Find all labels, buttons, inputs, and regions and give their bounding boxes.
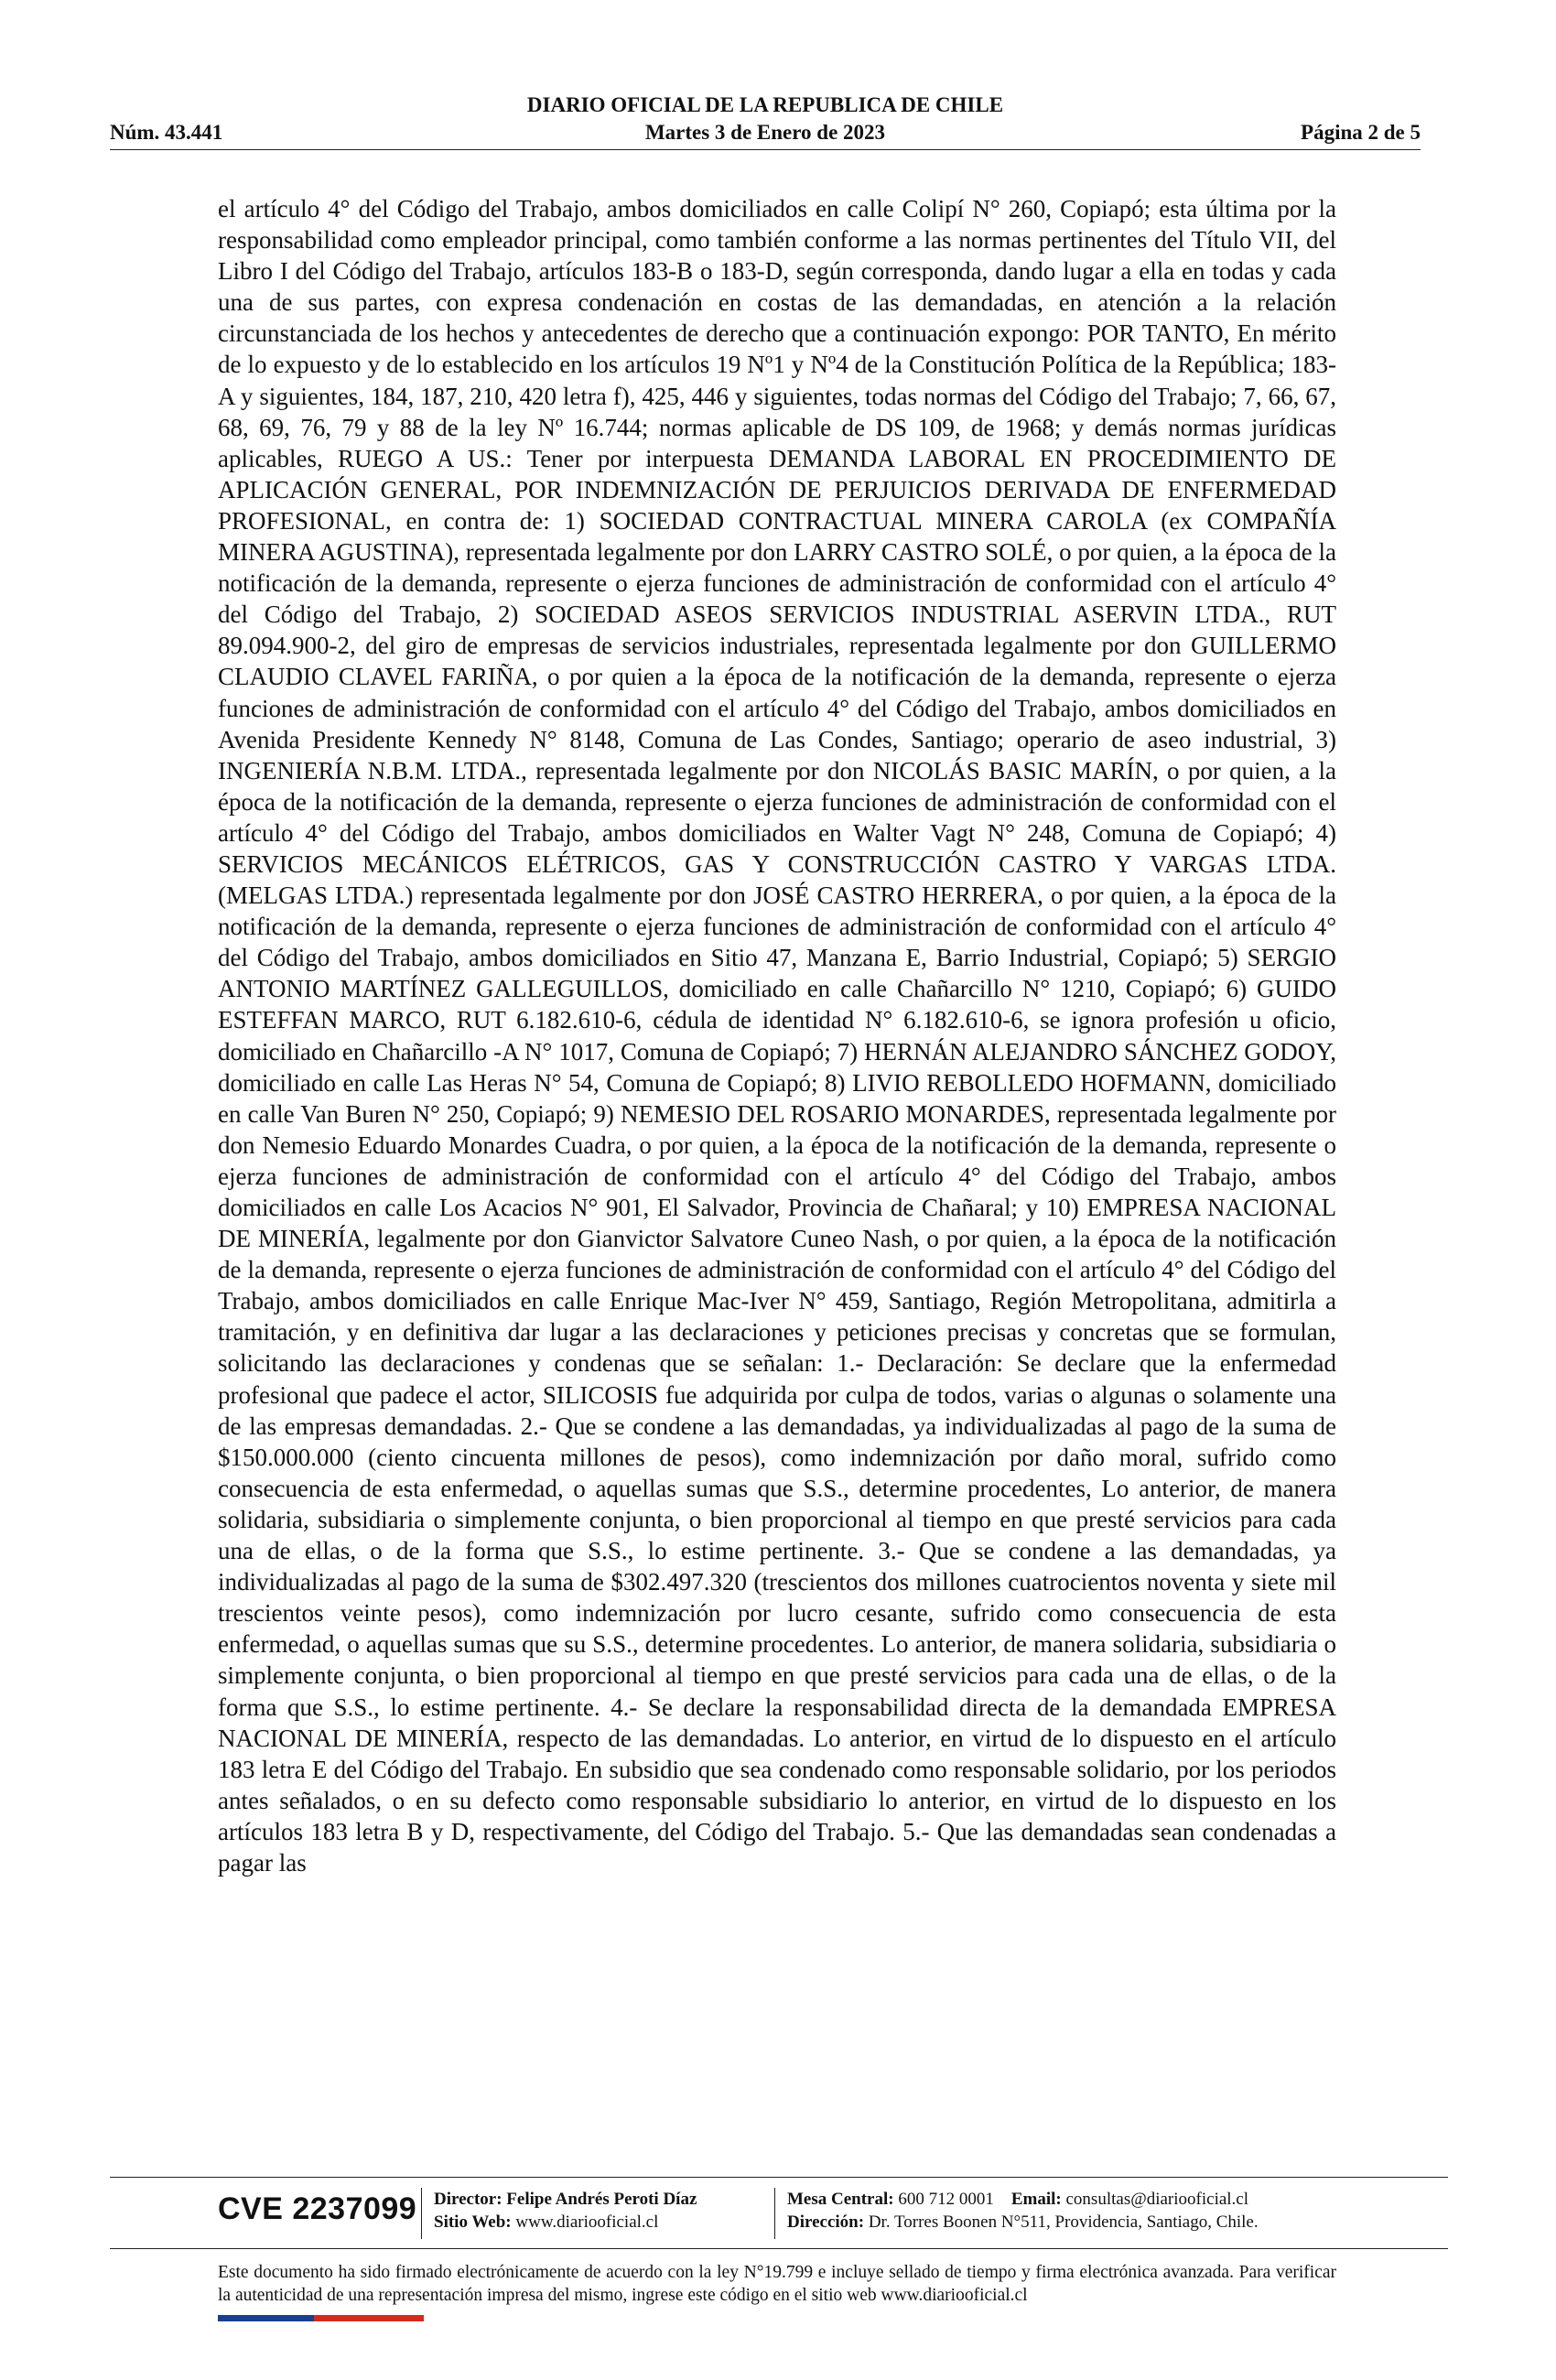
- email-link[interactable]: consultas@diariooficial.cl: [1065, 2190, 1249, 2209]
- footer-bottom-divider: [110, 2248, 1448, 2249]
- phone-value: 600 712 0001: [898, 2190, 994, 2209]
- header-divider: [110, 149, 1421, 150]
- footer-separator: [774, 2188, 775, 2239]
- footer-separator: [421, 2188, 422, 2239]
- cve-code: CVE 2237099: [218, 2191, 417, 2226]
- site-link[interactable]: www.diariooficial.cl: [515, 2212, 659, 2232]
- flag-red-segment: [314, 2315, 424, 2321]
- chile-flag-bar: [218, 2315, 424, 2321]
- site-label: Sitio Web:: [434, 2212, 512, 2232]
- footer-director-column: [434, 2188, 697, 2234]
- footer-info: [218, 2186, 1336, 2241]
- phone-label: Mesa Central:: [787, 2190, 894, 2209]
- document-body-text: el artículo 4° del Código del Trabajo, ambos domiciliados en calle Colipí N° 260, Copiapó; esta última por la responsabilidad como empleador principal, como también conforme a las normas pertinentes del Título VII, del Libro I del Código del Trabajo, artículos 183-B o 183-D, según corresponda, dando lugar a ella en todas y cada una de sus partes, con expresa condenación en costas de las demandadas, en atención a la relación circunstanciada de los hechos y antecedentes de derecho que a continuación expongo: POR TANTO, En mérito de lo expuesto y de lo establecido en los artículos 19 Nº1 y Nº4 de la Constitución Política de la República; 183-A y siguientes, 184, 187, 210, 420 letra f), 425, 446 y siguientes, todas normas del Código del Trabajo; 7, 66, 67, 68, 69, 76, 79 y 88 de la ley Nº 16.744; normas aplicable de DS 109, de 1968; y demás normas jurídicas aplicables, RUEGO A US.: Tener por interpuesta DEMANDA LABORAL EN PROCEDIMIENTO DE APLICACIÓN GENERAL, POR INDEMNIZACIÓN DE PERJUICIOS DERIVADA DE ENFERMEDAD PROFESIONAL, en contra de: 1) SOCIEDAD CONTRACTUAL MINERA CAROLA (ex COMPAÑÍA MINERA AGUSTINA), representada legalmente por don LARRY CASTRO SOLÉ, o por quien, a la época de la notificación de la demanda, represente o ejerza funciones de administración de conformidad con el artículo 4° del Código del Trabajo, 2) SOCIEDAD ASEOS SERVICIOS INDUSTRIAL ASERVIN LTDA., RUT 89.094.900-2, del giro de empresas de servicios industriales, representada legalmente por don GUILLERMO CLAUDIO CLAVEL FARIÑA, o por quien a la época de la notificación de la demanda, represente o ejerza funciones de administración de conformidad con el artículo 4° del Código del Trabajo, ambos domiciliados en Avenida Presidente Kennedy N° 8148, Comuna de Las Condes, Santiago; operario de aseo industrial, 3) INGENIERÍA N.B.M. LTDA., representada legalmente por don NICOLÁS BASIC MARÍN, o por quien, a la época de la notificación de la demanda, represente o ejerza funciones de administración de conformidad con el artículo 4° del Código del Trabajo, ambos domiciliados en Walter Vagt N° 248, Comuna de Copiapó; 4) SERVICIOS MECÁNICOS ELÉTRICOS, GAS Y CONSTRUCCIÓN CASTRO Y VARGAS LTDA. (MELGAS LTDA.) representada legalmente por don JOSÉ CASTRO HERRERA, o por quien, a la época de la notificación de la demanda, represente o ejerza funciones de administración de conformidad con el artículo 4° del Código del Trabajo, ambos domiciliados en Sitio 47, Manzana E, Barrio Industrial, Copiapó; 5) SERGIO ANTONIO MARTÍNEZ GALLEGUILLOS, domiciliado en calle Chañarcillo N° 1210, Copiapó; 6) GUIDO ESTEFFAN MARCO, RUT 6.182.610-6, cédula de identidad N° 6.182.610-6, se ignora profesión u oficio, domiciliado en Chañarcillo -A N° 1017, Comuna de Copiapó; 7) HERNÁN ALEJANDRO SÁNCHEZ GODOY, domiciliado en calle Las Heras N° 54, Comuna de Copiapó; 8) LIVIO REBOLLEDO HOFMANN, domiciliado en calle Van Buren N° 250, Copiapó; 9) NEMESIO DEL ROSARIO MONARDES, representada legalmente por don Nemesio Eduardo Monardes Cuadra, o por quien, a la época de la notificación de la demanda, represente o ejerza funciones de administración de conformidad con el artículo 4° del Código del Trabajo, ambos domiciliados en calle Los Acacios N° 901, El Salvador, Provincia de Chañaral; y 10) EMPRESA NACIONAL DE MINERÍA, legalmente por don Gianvictor Salvatore Cuneo Nash, o por quien, a la época de la notificación de la demanda, represente o ejerza funciones de administración de conformidad con el artículo 4° del Código del Trabajo, ambos domiciliados en calle Enrique Mac-Iver N° 459, Santiago, Región Metropolitana, admitirla a tramitación, y en definitiva dar lugar a las declaraciones y peticiones precisas y concretas que se formulan, solicitando las declaraciones y condenas que se señalan: 1.- Declaración: Se declare que la enfermedad profesional que padece el actor, SILICOSIS fue adquirida por culpa de todos, varias o algunas o solamente una de las empresas demandadas. 2.- Que se condene a las demandadas, ya individualizadas al pago de la suma de $150.000.000 (ciento cincuenta millones de pesos), como indemnización por daño moral, sufrido como consecuencia de esta enfermedad, o aquellas sumas que S.S., determine procedentes, Lo anterior, de manera solidaria, subsidiaria o simplemente conjunta, o bien proporcional al tiempo en que presté servicios para cada una de ellas, o de la forma que S.S., lo estime pertinente. 3.- Que se condene a las demandadas, ya individualizadas al pago de la suma de $302.497.320 (trescientos dos millones cuatrocientos noventa y siete mil trescientos veinte pesos), como indemnización por lucro cesante, sufrido como consecuencia de esta enfermedad, o aquellas sumas que su S.S., determine procedentes. Lo anterior, de manera solidaria, subsidiaria o simplemente conjunta, o bien proporcional al tiempo en que presté servicios para cada una de ellas, o de la forma que S.S., lo estime pertinente. 4.- Se declare la responsabilidad directa de la demandada EMPRESA NACIONAL DE MINERÍA, respecto de las demandadas. Lo anterior, en virtud de lo dispuesto en el artículo 183 letra E del Código del Trabajo. En subsidio que sea condenado como responsable solidario, por los periodos antes señalados, o en su defecto como responsable subsidiario lo anterior, en virtud de lo dispuesto en los artículos 183 letra B y D, respectivamente, del Código del Trabajo. 5.- Que las demandadas sean condenadas a pagar las: [218, 195, 1337, 1877]
- issue-date: Martes 3 de Enero de 2023: [644, 121, 886, 144]
- page-header: [110, 93, 1421, 148]
- email-label: Email:: [1010, 2190, 1062, 2209]
- page-indicator: Página 2 de 5: [1301, 121, 1421, 144]
- footer-contact-column: [787, 2188, 1259, 2234]
- director-name: Felipe Andrés Peroti Díaz: [506, 2190, 697, 2209]
- footer-top-divider: [110, 2177, 1448, 2178]
- director-label: Director:: [434, 2190, 502, 2209]
- publication-title: DIARIO OFICIAL DE LA REPUBLICA DE CHILE: [526, 93, 1004, 116]
- address-label: Dirección:: [787, 2212, 865, 2232]
- signature-disclaimer: Este documento ha sido firmado electrónicamente de acuerdo con la ley N°19.799 e incluye sellado de tiempo y firma electrónica avanzada. Para verificar la autenticidad de una representación impresa del mismo, ingrese este código en el sitio web www.diariooficial.cl: [218, 2263, 1336, 2305]
- issue-number: Núm. 43.441: [110, 121, 223, 144]
- flag-blue-segment: [218, 2315, 314, 2321]
- address-value: Dr. Torres Boonen N°511, Providencia, Santiago, Chile.: [868, 2212, 1259, 2232]
